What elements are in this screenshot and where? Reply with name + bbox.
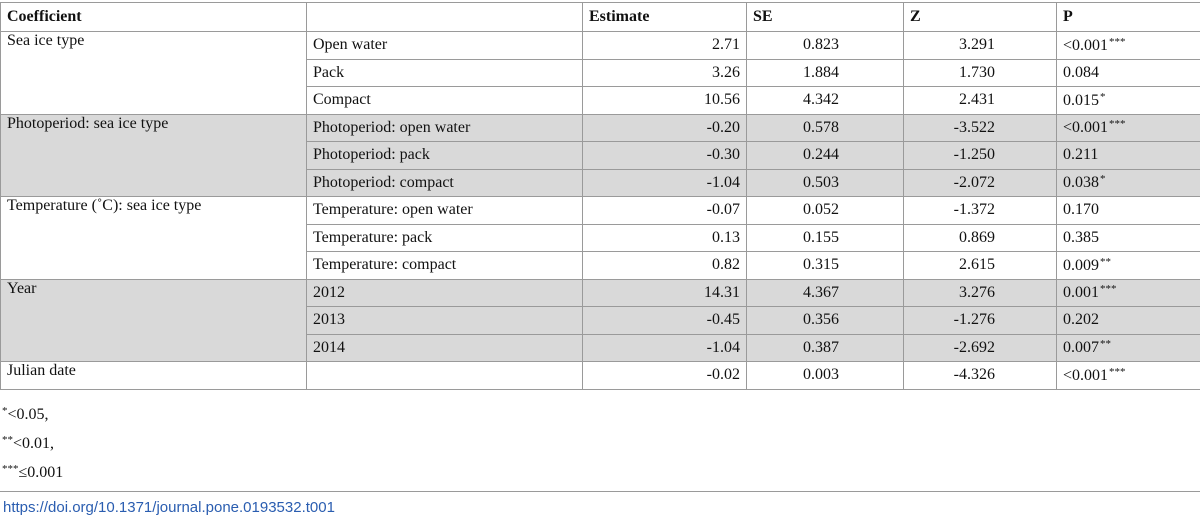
row-group <box>1 197 1200 280</box>
estimate-cell: -0.02 <box>583 362 747 390</box>
significance-stars: ** <box>1100 255 1111 268</box>
se-cell: 0.503 <box>747 169 904 197</box>
se-cell: 0.823 <box>747 32 904 60</box>
significance-stars: * <box>1100 173 1106 186</box>
coefficient-name: Photoperiod: sea ice type <box>1 114 307 197</box>
divider <box>0 491 1200 492</box>
significance-stars: *** <box>1109 365 1126 378</box>
footnote-mark: * <box>2 405 8 417</box>
z-cell: 2.431 <box>904 87 1057 115</box>
se-cell: 0.052 <box>747 197 904 225</box>
footnote <box>2 426 63 455</box>
p-cell <box>1057 197 1200 225</box>
row-group <box>1 114 1200 197</box>
level-cell: Compact <box>307 87 583 115</box>
level-cell: Open water <box>307 32 583 60</box>
p-value: 0.015 <box>1063 91 1099 109</box>
z-cell: 3.291 <box>904 32 1057 60</box>
coefficient-name: Sea ice type <box>1 32 307 115</box>
row-group <box>1 32 1200 115</box>
doi-link[interactable]: https://doi.org/10.1371/journal.pone.0193532.t001 <box>3 499 335 516</box>
header-p: P <box>1057 3 1200 32</box>
p-value: 0.202 <box>1063 311 1099 329</box>
estimate-cell: 0.13 <box>583 224 747 252</box>
row-group <box>1 279 1200 362</box>
p-cell <box>1057 32 1200 60</box>
estimate-cell: -0.07 <box>583 197 747 225</box>
estimate-cell: -0.45 <box>583 307 747 335</box>
footnote-text: <0.01, <box>13 435 55 452</box>
z-cell: 0.869 <box>904 224 1057 252</box>
table-row <box>1 362 1200 390</box>
p-cell <box>1057 114 1200 142</box>
p-value: <0.001 <box>1063 119 1109 137</box>
estimate-cell: -0.20 <box>583 114 747 142</box>
z-cell: -1.250 <box>904 142 1057 170</box>
se-cell: 0.315 <box>747 252 904 280</box>
level-cell: Photoperiod: pack <box>307 142 583 170</box>
table-row <box>1 114 1200 142</box>
se-cell: 0.155 <box>747 224 904 252</box>
p-cell <box>1057 224 1200 252</box>
p-value: 0.038 <box>1063 174 1099 192</box>
p-cell <box>1057 334 1200 362</box>
level-cell: Photoperiod: compact <box>307 169 583 197</box>
estimate-cell: 0.82 <box>583 252 747 280</box>
se-cell: 0.387 <box>747 334 904 362</box>
estimate-cell: -1.04 <box>583 334 747 362</box>
se-cell: 4.342 <box>747 87 904 115</box>
estimate-cell: 2.71 <box>583 32 747 60</box>
z-cell: -4.326 <box>904 362 1057 390</box>
z-cell: -2.692 <box>904 334 1057 362</box>
se-cell: 0.003 <box>747 362 904 390</box>
p-value: 0.211 <box>1063 146 1099 164</box>
level-cell: 2012 <box>307 279 583 307</box>
z-cell: 2.615 <box>904 252 1057 280</box>
p-cell <box>1057 279 1200 307</box>
footnote-mark: ** <box>2 434 13 446</box>
se-cell: 0.578 <box>747 114 904 142</box>
header-estimate: Estimate <box>583 3 747 32</box>
level-cell: Temperature: compact <box>307 252 583 280</box>
level-cell: Temperature: open water <box>307 197 583 225</box>
footnote <box>2 455 63 484</box>
p-cell <box>1057 59 1200 87</box>
p-cell <box>1057 169 1200 197</box>
z-cell: -1.372 <box>904 197 1057 225</box>
p-cell <box>1057 252 1200 280</box>
table-row <box>1 197 1200 225</box>
table-header <box>1 3 1200 32</box>
header-coefficient: Coefficient <box>1 3 307 32</box>
level-cell: 2014 <box>307 334 583 362</box>
level-cell: 2013 <box>307 307 583 335</box>
header-row <box>1 3 1200 32</box>
footnotes <box>2 397 63 484</box>
level-cell: Photoperiod: open water <box>307 114 583 142</box>
p-value: 0.001 <box>1063 284 1099 302</box>
coefficient-name: Temperature (˚C): sea ice type <box>1 197 307 280</box>
p-value: 0.007 <box>1063 339 1099 357</box>
footnote <box>2 397 63 426</box>
p-value: <0.001 <box>1063 366 1109 384</box>
coefficient-name: Year <box>1 279 307 362</box>
header-z: Z <box>904 3 1057 32</box>
level-cell: Temperature: pack <box>307 224 583 252</box>
se-cell: 0.356 <box>747 307 904 335</box>
table-row <box>1 32 1200 60</box>
header-level <box>307 3 583 32</box>
p-value: 0.084 <box>1063 63 1099 81</box>
p-cell <box>1057 307 1200 335</box>
p-value: <0.001 <box>1063 36 1109 54</box>
footnote-text: ≤0.001 <box>18 464 64 481</box>
table-row <box>1 279 1200 307</box>
p-cell <box>1057 142 1200 170</box>
estimate-cell: 14.31 <box>583 279 747 307</box>
coefficient-name: Julian date <box>1 362 307 390</box>
level-cell: Pack <box>307 59 583 87</box>
z-cell: -2.072 <box>904 169 1057 197</box>
estimate-cell: -1.04 <box>583 169 747 197</box>
z-cell: -3.522 <box>904 114 1057 142</box>
level-cell <box>307 362 583 390</box>
significance-stars: *** <box>1100 283 1117 296</box>
se-cell: 0.244 <box>747 142 904 170</box>
z-cell: 1.730 <box>904 59 1057 87</box>
estimate-cell: 10.56 <box>583 87 747 115</box>
coefficient-table <box>0 2 1200 390</box>
p-value: 0.009 <box>1063 256 1099 274</box>
z-cell: 3.276 <box>904 279 1057 307</box>
se-cell: 1.884 <box>747 59 904 87</box>
z-cell: -1.276 <box>904 307 1057 335</box>
footnote-mark: *** <box>2 463 19 475</box>
header-se: SE <box>747 3 904 32</box>
estimate-cell: -0.30 <box>583 142 747 170</box>
p-value: 0.170 <box>1063 201 1099 219</box>
significance-stars: * <box>1100 90 1106 103</box>
significance-stars: *** <box>1109 118 1126 131</box>
significance-stars: ** <box>1100 338 1111 351</box>
significance-stars: *** <box>1109 35 1126 48</box>
row-group <box>1 362 1200 390</box>
p-cell <box>1057 362 1200 390</box>
p-cell <box>1057 87 1200 115</box>
se-cell: 4.367 <box>747 279 904 307</box>
estimate-cell: 3.26 <box>583 59 747 87</box>
p-value: 0.385 <box>1063 228 1099 246</box>
footnote-text: <0.05, <box>7 406 49 423</box>
